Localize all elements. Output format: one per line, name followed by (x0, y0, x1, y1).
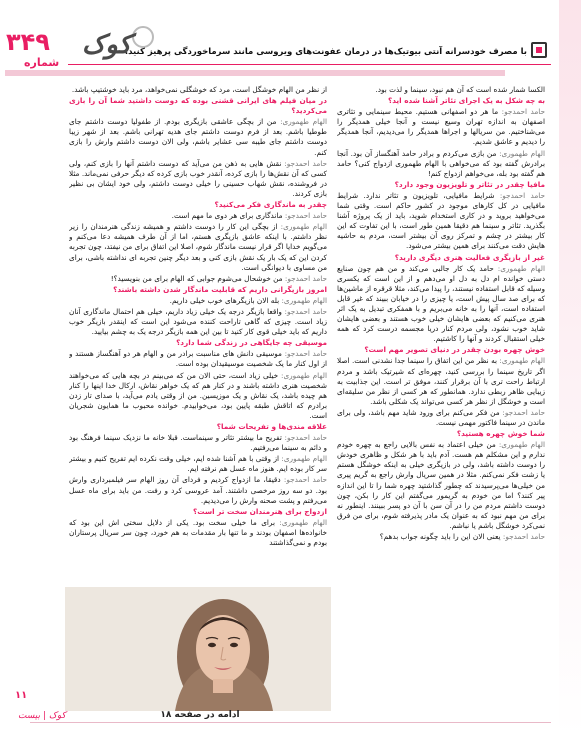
interviewee-photo (65, 587, 331, 711)
body-paragraph: از نظر من الهام خوشگل است، مرد که خوشگلی نمی‌خواهد، مرد باید خوشتیپ باشد. (71, 85, 327, 94)
answer-text: حامد یک کار جالبی می‌کند و من هم چون صنایع دستی خوانده ام دل به دل او می‌دهم و از این است که یکسری وسیله که قابل استفاده نیستند، را پیدا می‌کند، مثلا قرقره از ماشین‌ها که برای صد سال پیش است، یا چیزی را در خیابان ببیند که غیر قابل استفاده است، آنها را به خانه می‌بریم و با همفکری تبدیل به یک اثر هنری می‌کنیم که بعضی هایشان خیلی خوب هستند و بعضی هایشان شاید خوب نشود، ولی مردم کنار دریا مجسمه درست کرد که همه خیلی استقبال کردند و آنها را کاشتیم. (337, 263, 545, 344)
footer-brand: کوک | بیست (18, 711, 66, 721)
speaker-name: حامد احمدجو: (284, 273, 327, 283)
speaker-name: الهام طهموری: (280, 370, 327, 380)
portrait-illustration (65, 587, 331, 711)
interview-question: مافیا چقدر در تئاتر و تلویزیون وجود دارد؟ (394, 179, 545, 189)
page-header (0, 0, 581, 82)
speaker-name: الهام طهموری: (499, 148, 545, 158)
right-column-text (337, 85, 545, 673)
speaker-name: الهام طهموری: (499, 356, 545, 366)
interview-answer (337, 408, 545, 428)
article-title: با مصرف خودسرانه آنتی بیوتیک‌ها در درمان عفونت‌های ویروسی مانند سرماخوردگی پرهیز کنید. (124, 47, 527, 57)
speaker-name: حامد احمدجو: (283, 475, 327, 485)
speaker-name: الهام طهموری: (281, 454, 327, 464)
interview-question: ازدواج برای هنرمندان سخت تر است؟ (192, 506, 327, 516)
decorative-side-strip (559, 0, 581, 737)
answer-text: بله الان بازیگرهای خوب خیلی داریم. (169, 295, 282, 305)
speaker-name: حامد احمدجو: (284, 349, 327, 359)
interview-question: خوش چهره بودن چقدر در دنیای تصویر مهم است؟ (364, 345, 545, 355)
magazine-logo: کوک (82, 30, 132, 60)
answer-text: خیلی زیاد است، حتی الان من که می‌بینم در بچه هایی که می‌خواهند شخصیت هنری داشته باشند و در کنار هم که یک خواهر نقاش، ارکال خدا اینها را کنار هم چیده باشد، یک نقاش و یک موزیسین. من از وقتی یادم می‌آید، با صدای تار زدن برادرم که اتاقش طبقه پایین بود، می‌خوابیدم. خوانده محبوب ما همایون شجریان است. (69, 370, 327, 420)
body-paragraph: الکسا شمار شده است که آن هم نبود، سینما و لذت بود. (375, 85, 545, 94)
speaker-name: الهام طهموری: (498, 440, 545, 450)
interview-answer (69, 454, 327, 474)
speaker-name: حامد احمدجو: (284, 211, 327, 221)
interview-answer (337, 440, 545, 531)
answer-text: من فکر می‌کنم برای ورود شاید مهم باشد، ولی برای ماندن در سینما فاکتور مهمی نیست. (337, 407, 545, 427)
logo-ring-icon (132, 26, 154, 48)
answer-text: دقیقا، ما ازدواج کردیم و فردای آن روز الهام سر فیلمبرداری وارش بود. دو سه روز مرخصی داشتند. آمد عروسی کرد و رفت. من باید برای ماه عسل می‌رفتم و پشت صحنه وارش را می‌دیدیم. (69, 475, 327, 505)
answer-text: من خوشحال می‌شوم جوابی که الهام برای من بنویسید؟! (110, 273, 285, 283)
interview-answer (69, 349, 327, 369)
interview-answer (69, 159, 327, 199)
answer-text: به نظر من این اتفاق را سینما جدا نشدنی است. اصلا اگر تاریخ سینما را بررسی کنید، چهره‌ای که شیرتیک باشد و مردم ارتباط راحت تری با آن برقرار کنند، موفق تر است. این جذابیت به زیبایی ظاهر ربطی ندارد. همانطور که هر کسی از نظر من سلیقه‌ای است و خوشگل از نظر هر کسی می‌تواند یک شکلی باشد. (337, 356, 545, 406)
interview-question: شما خوش چهره هستید؟ (456, 429, 545, 439)
answer-text: من بازی می‌کردم و برادر حامد آهنگساز آن بود. آنجا برادرش گفته بود که می‌خواهی با الهام طهموری ازدواج کنی؟ حامد هم گفته بود بله، می‌خواهم ازدواج کنم! (337, 148, 545, 178)
left-column-text (69, 85, 327, 583)
speaker-name: حامد احمدجو: (499, 190, 545, 200)
answer-text: واقعا بازیگر درجه یک خیلی زیاد داریم، خیلی هم احتمال ماندگاری آنان زیاد است. چیزی که گاهی تاراحت کننده می‌شود این است که اینقدر بازیگر خوب داریم که باید خیلی قوی کار کنید تا بین این همه بازیگر درجه یک به چشم بیایید. (69, 306, 327, 337)
answer-text: من از بچگی عاشقی بازیگری بودم. از طفولیا دوست داشتم جای طوطیا باشم. بعد از فرم دوست داشتم جای هدیه تهرانی باشم. بعد از شهر زیبا دوست داشتم جای طیبه سی عشایر باشم، ولی الان دوست داشتم وارش را بازی کنم. (69, 117, 327, 157)
page-number: ۱۱ (15, 690, 28, 701)
answer-text: تفریح ما بیشتر تئاتر و سینماست. قبلا خانه ما نزدیک سینما فرهنگ بود و دائم به سینما می‌رفتیم. (69, 433, 327, 453)
interview-answer (69, 211, 327, 221)
header-bar (5, 70, 505, 76)
interview-answer (337, 191, 545, 252)
speaker-name: الهام طهموری: (280, 222, 327, 232)
interview-question: علاقه مندی‌ها و تفریحات شما؟ (216, 422, 327, 431)
section-icon (531, 42, 547, 58)
speaker-name: حامد احمدجو: (502, 407, 545, 417)
interview-question: در میان فیلم های ایرانی قشنی بوده که دوست داشتید شما آن را بازی می‌کردید؟ (69, 96, 327, 116)
interview-answer (69, 222, 327, 272)
continued-caption: ادامه در صفحه ۱۸ (160, 710, 240, 720)
speaker-name: حامد احمدجو: (501, 107, 545, 117)
speaker-name: الهام طهموری: (280, 117, 327, 127)
interview-answer (69, 518, 327, 548)
speaker-name: الهام طهموری: (281, 295, 327, 305)
issue-number: ۳۴۹ (6, 28, 50, 56)
speaker-name: حامد احمدجو: (502, 532, 545, 542)
interview-answer (337, 532, 545, 542)
speaker-name: حامد احمدجو: (284, 433, 327, 443)
answer-text: من خیلی اعتماد به نفس بالایی راجع به چهره خودم ندارم و این مشکلم هم هست. آدم باید با هر شکل و ظاهری خودش را دوست داشته باشد، ولی در بازیگری خیلی به اینکه خوشگل هستم یا زشت فکر نمی‌کنم. مثلا در همین سریال وارش راجع به گریم پیری من خیلی‌ها می‌پرسیدند که چطور گذاشتید چهره شما را تا این اندازه پیر کنند؟ اما من خودم به گریمور می‌گفتم این کار را بکن، چون دوست داشتم مردم من را در آن سن با آن دو پسر ببینند. اینطور نه برای من مهم نبود که به عنوان یک مادر پذیرفته شوم، برای من فرق نمی‌کرد خوشگل باشم یا نباشم. (337, 440, 545, 530)
answer-text: ما هر دو اصفهانی هستیم. محیط سینمایی و تئاتری اصفهان به اندازه تهران وسیع نیست و آنجا خیلی همدیگر را می‌شناختیم. من سریالها و اجراها همدیگر را می‌دیدیم، آنجا همدیگر را دیدیم و عاشق شدیم. (337, 107, 545, 147)
issue-label: شماره (24, 56, 60, 69)
interview-answer (337, 264, 545, 345)
speaker-name: حامد احمدجو: (284, 306, 327, 316)
speaker-name: الهام طهموری: (497, 263, 545, 273)
answer-text: از بچگی این کار را دوست داشتم و همیشه زندگی هنرمندان را زیر نظر داشتم. با اینکه عاشق بازیگری هستم، اما از آن طرف همیشه دعا می‌کنم و می‌گویم خدایا اگر قرار نیست ماندگار شوم، اصلا این اتفاق برای من نیفتد، چون تجربه کردن این که یک بار یک نقش بازی کنی و بعد دیگر چنین تجربه ای نداشته باشی، برای من مساوی با دیوانگی است. (69, 222, 327, 272)
interview-question: موسیقی چه جایگاهی در زندگی شما دارد؟ (176, 338, 327, 348)
answer-text: نقش هایی به ذهن من می‌آید که دوست داشتم آنها را بازی کنم، ولی کسی که آن نقش‌ها را بازی کرده، آنقدر خوب بازی کرده که دیگر حرفی نمی‌ماند. مثلا در فروشنده، نقش شهاب حسینی را خیلی دوست داشتم، ولی خود ایشان بی نظیر بازی کردند. (69, 158, 327, 198)
answer-text: شرایط مافیایی، تلویزیون و تئاتر ندارد. شرایط مافیایی در کل کارهای موجود در کشور حاکم است. وقتی شما می‌خواهید بروید و در کاری استخدام شوید، باید از یک پروژه آشنا بگذرید. تئاتر و سینما هم دقیقا همین طور است، با این تفاوت که این کار بیشتر در چشم و تمرکز روی آن بیشتر است، مردم به حاشیه هایش دقت می‌کنند برای همین بیشتر می‌شود. (337, 190, 545, 251)
interview-answer (69, 307, 327, 337)
interview-question: امروز بازیگرانی داریم که قابلیت ماندگار شدن داشته باشند؟ (113, 284, 327, 294)
header-rule (68, 64, 551, 65)
interview-answer (69, 371, 327, 421)
answer-text: موسیقی دانش های مناسبت برادر من و الهام هر دو آهنگساز هستند و از اول کنار ما یک شخصیت موسیقیدان بوده است. (69, 349, 327, 369)
answer-text: از وقتی با هم آشنا شده ایم، خیلی وقت نکرده ایم تفریح کنیم و بیشتر سر کار بوده ایم. هنوز ماه عسل هم نرفته ایم. (69, 454, 327, 474)
answer-text: برای ما خیلی سخت بود. یکی از دلایل سختی اش این بود که خانواده‌ها اصفهان بودند و ما تنها بار مقدمات به هم خورد، چون سر سریال پرستاران بودم و نمی‌گذاشتند (69, 517, 327, 548)
footer-rule (30, 722, 551, 723)
interview-answer (69, 475, 327, 505)
answer-text: ماندگاری برای هر دوی ما مهم است. (171, 211, 285, 221)
interview-question: غیر از بازیگری فعالیت هنری دیگری دارید؟ (394, 252, 545, 262)
speaker-name: حامد احمدجو: (284, 158, 327, 168)
interview-question: به چه شکل به یک اجرای تئاتر آشنا شده اید؟ (387, 96, 545, 106)
answer-text: یعنی الان این را باید چگونه جواب بدهم؟ (379, 532, 503, 542)
interview-answer (69, 274, 327, 284)
interview-answer (337, 356, 545, 406)
speaker-name: الهام طهموری: (279, 517, 327, 527)
interview-answer (69, 117, 327, 157)
interview-answer (337, 149, 545, 179)
interview-answer (69, 296, 327, 306)
interview-answer (337, 107, 545, 147)
interview-answer (69, 433, 327, 453)
interview-question: چقدر به ماندگاری فکر می‌کنید؟ (214, 200, 327, 210)
